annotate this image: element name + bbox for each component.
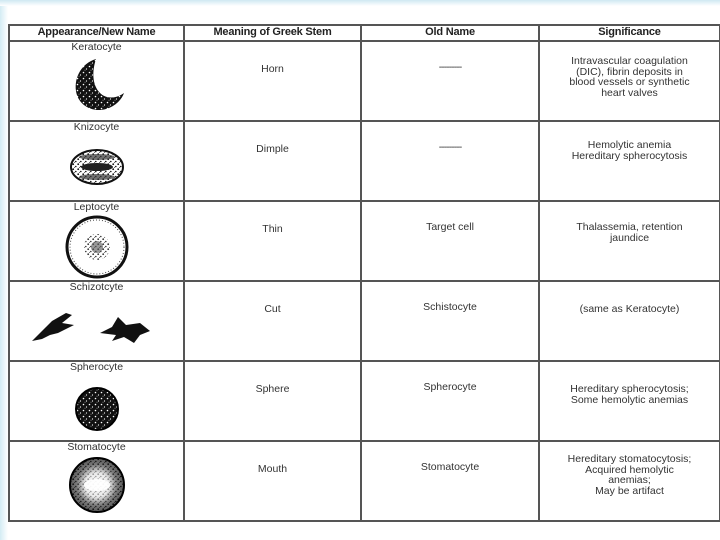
- header-greek-stem: Meaning of Greek Stem: [184, 25, 361, 41]
- table-row: [9, 361, 720, 441]
- table-row: [9, 281, 720, 361]
- appearance-cell: [9, 201, 184, 281]
- appearance-cell: [9, 281, 184, 361]
- keratocyte-cell-icon: [52, 53, 142, 115]
- slide-left-edge: [0, 0, 8, 540]
- appearance-cell: [9, 121, 184, 201]
- old-name-cell: ---------: [361, 41, 539, 121]
- cell-name: Keratocyte: [71, 41, 122, 53]
- table-row: [9, 441, 720, 521]
- significance-cell: Hemolytic anemia Hereditary spherocytosis: [539, 121, 720, 201]
- cell-name: Knizocyte: [73, 121, 120, 133]
- significance-cell: (same as Keratocyte): [539, 281, 720, 361]
- cell-name: Stomatocyte: [67, 441, 126, 453]
- header-old-name: Old Name: [361, 25, 539, 41]
- red-cell-morphology-table: [8, 24, 720, 522]
- appearance-cell: [9, 361, 184, 441]
- greek-stem-cell: Cut: [184, 281, 361, 361]
- slide-top-edge: [0, 0, 720, 6]
- table-row: [9, 201, 720, 281]
- old-name-cell: Target cell: [361, 201, 539, 281]
- stomatocyte-cell-icon: [52, 453, 142, 515]
- old-name-cell: ---------: [361, 121, 539, 201]
- significance-cell: Hereditary stomatocytosis; Acquired hemolytic anemias; May be artifact: [539, 441, 720, 521]
- greek-stem-cell: Dimple: [184, 121, 361, 201]
- greek-stem-cell: Thin: [184, 201, 361, 281]
- table-row: [9, 41, 720, 121]
- old-name-cell: Stomatocyte: [361, 441, 539, 521]
- cell-name: Spherocyte: [69, 361, 124, 373]
- table-row: [9, 121, 720, 201]
- old-name-cell: Spherocyte: [361, 361, 539, 441]
- schizocyte-cell-icon: [22, 293, 172, 355]
- greek-stem-cell: Horn: [184, 41, 361, 121]
- cell-name: Schizotcyte: [69, 281, 124, 293]
- cell-name: Leptocyte: [73, 201, 120, 213]
- table-header-row: [9, 25, 720, 41]
- significance-cell: Thalassemia, retention jaundice: [539, 201, 720, 281]
- old-name-cell: Schistocyte: [361, 281, 539, 361]
- knizocyte-cell-icon: [52, 133, 142, 195]
- leptocyte-cell-icon: [52, 213, 142, 279]
- greek-stem-cell: Mouth: [184, 441, 361, 521]
- significance-cell: Intravascular coagulation (DIC), fibrin deposits in blood vessels or synthetic heart valves: [539, 41, 720, 121]
- header-significance: Significance: [539, 25, 720, 41]
- greek-stem-cell: Sphere: [184, 361, 361, 441]
- header-appearance: Appearance/New Name: [9, 25, 184, 41]
- appearance-cell: [9, 41, 184, 121]
- appearance-cell: [9, 441, 184, 521]
- spherocyte-cell-icon: [52, 373, 142, 435]
- significance-cell: Hereditary spherocytosis; Some hemolytic anemias: [539, 361, 720, 441]
